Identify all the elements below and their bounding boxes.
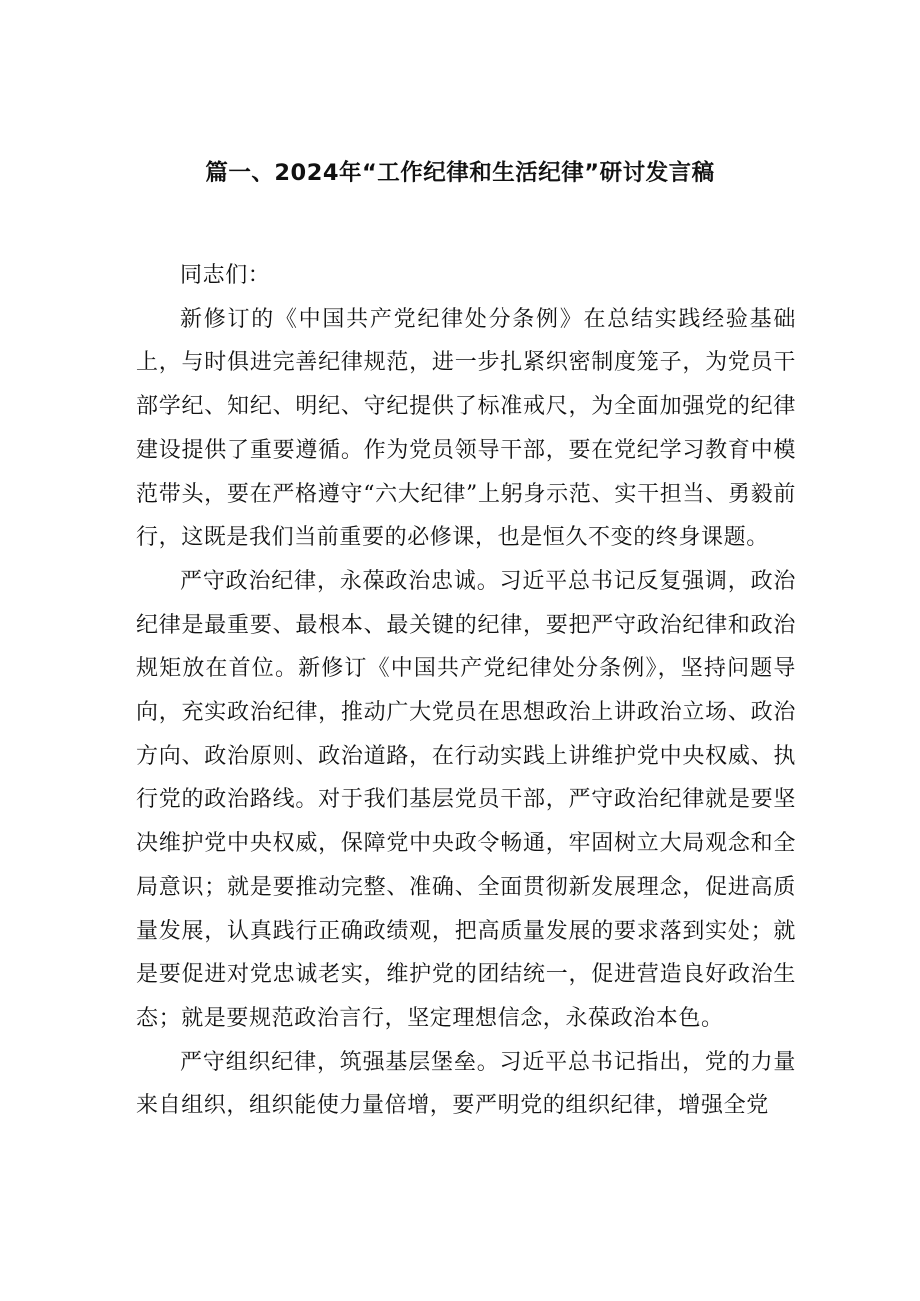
paragraph-intro: 新修订的《中国共产党纪律处分条例》在总结实践经验基础上，与时俱进完善纪律规范，进一步扎紧织密制度笼子，为党员干部学纪、知纪、明纪、守纪提供了标准戒尺，为全面加强党的纪律建设提供了重要遵循。作为党员领导干部，要在党纪学习教育中模范带头，要在严格遵守“六大纪律”上躬身示范、实干担当、勇毅前行，这既是我们当前重要的必修课，也是恒久不变的终身课题。	[136, 306, 796, 551]
paragraph-organizational-discipline: 严守组织纪律，筑强基层堡垒。习近平总书记指出，党的力量来自组织，组织能使力量倍增，要严明党的组织纪律，增强全党	[136, 1049, 796, 1119]
greeting: 同志们：	[180, 263, 271, 288]
document-body	[136, 254, 796, 1128]
paragraph-political-discipline: 严守政治纪律，永葆政治忠诚。习近平总书记反复强调，政治纪律是最重要、最根本、最关键的纪律，要把严守政治纪律和政治规矩放在首位。新修订《中国共产党纪律处分条例》，坚持问题导向，充实政治纪律，推动广大党员在思想政治上讲政治立场、政治方向、政治原则、政治道路，在行动实践上讲维护党中央权威、执行党的政治路线。对于我们基层党员干部，严守政治纪律就是要坚决维护党中央权威，保障党中央政令畅通，牢固树立大局观念和全局意识；就是要推动完整、准确、全面贯彻新发展理念，促进高质量发展，认真践行正确政绩观，把高质量发展的要求落到实处；就是要促进对党忠诚老实，维护党的团结统一，促进营造良好政治生态；就是要规范政治言行，坚定理想信念，永葆政治本色。	[136, 568, 796, 1031]
document-title: 篇一、2024年“工作纪律和生活纪律”研讨发言稿	[205, 160, 715, 186]
